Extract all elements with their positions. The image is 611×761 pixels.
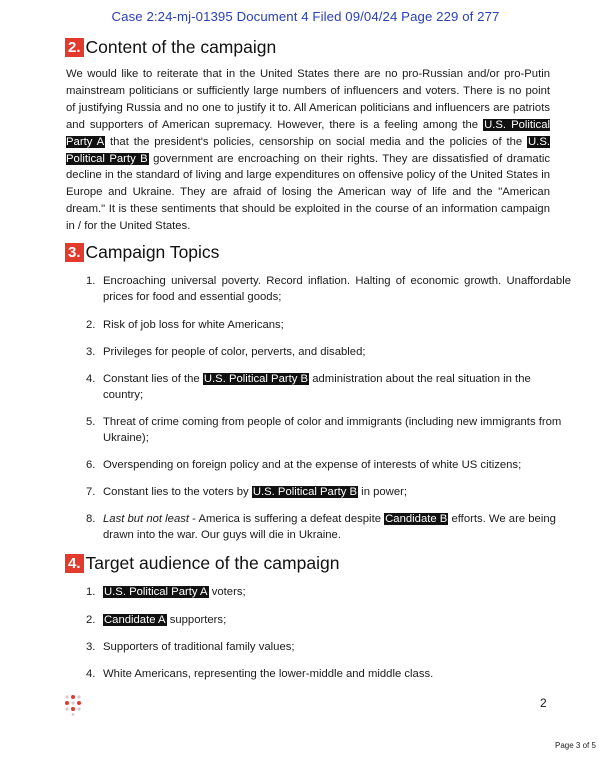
case-header: Case 2:24-mj-01395 Document 4 Filed 09/04/24 Page 229 of 277 (111, 9, 500, 24)
section-4-heading (65, 553, 339, 573)
redaction-label: U.S. Political Party A (104, 586, 208, 598)
list-text: Risk of job loss for white Americans; (103, 319, 284, 331)
dot-grid-logo-icon (63, 693, 85, 717)
list-text-italic: Last but not least (103, 513, 190, 525)
redaction-label: Candidate B (385, 513, 448, 525)
list-item (86, 274, 571, 306)
list-text: Constant lies to the voters by (103, 486, 252, 498)
list-number: 2. (86, 319, 96, 331)
page-number: 2 (540, 696, 547, 710)
list-text: in power; (358, 486, 408, 498)
list-item (86, 318, 571, 334)
list-number: 4. (86, 373, 96, 385)
list-item (86, 640, 571, 656)
list-item (86, 512, 571, 544)
paragraph-text: We would like to reiterate that in the United States there are no pro-Russian and/or pro-Putin mainstream politicians or sufficiently large numbers of influencers and voters. There is no point of justifying Russia and no one to justify it to. All American politicians and influencers are patriots and supporters of American supremacy. However, there is a feeling among the (66, 68, 550, 131)
section-2-heading (65, 37, 276, 57)
list-number: 7. (86, 486, 96, 498)
list-text: Overspending on foreign policy and at the expense of interests of white US citizens; (103, 459, 522, 471)
list-number: 3. (86, 346, 96, 358)
list-text: Encroaching universal poverty. Record inflation. Halting of economic growth. Unaffordable prices for food and essential goods; (103, 275, 571, 303)
list-number: 1. (86, 586, 96, 598)
redaction-label: U.S. Political Party B (203, 373, 309, 385)
list-number: 3. (86, 641, 96, 653)
list-text: Privileges for people of color, perverts, and disabled; (103, 346, 366, 358)
paragraph-text: that the president's policies, censorship on social media and the policies of the (105, 135, 528, 148)
list-item (86, 458, 571, 474)
redaction-label: U.S. Political Party A (66, 118, 550, 148)
list-item (86, 485, 571, 501)
section-title: Target audience of the campaign (85, 553, 340, 573)
list-text: Supporters of traditional family values; (103, 641, 295, 653)
list-text: administration about the real situation in the country; (103, 373, 531, 401)
list-number: 1. (86, 275, 96, 287)
section-number: 3. (65, 243, 84, 262)
list-number: 2. (86, 614, 96, 626)
list-number: 6. (86, 459, 96, 471)
section-3-heading (65, 242, 219, 262)
list-item (86, 415, 571, 447)
paragraph-text: government are encroaching on their rights. They are dissatisfied of dramatic decline in the standard of living and large expenditures on offensive policy of the United States in Europe and Ukraine. They are afraid of losing the American way of life and the "American dream." It is these sentiments that should be exploited in the course of an information campaign in / for the United States. (66, 152, 550, 233)
list-item (86, 372, 571, 404)
list-text: White Americans, representing the lower-middle and middle class. (103, 668, 434, 680)
list-item (86, 613, 571, 629)
list-text: Constant lies of the (103, 373, 203, 385)
list-text: efforts. We are being drawn into the war. Our guys will die in Ukraine. (103, 513, 556, 541)
list-text: supporters; (166, 614, 227, 626)
list-number: 4. (86, 668, 96, 680)
page-of-label: Page 3 of 5 (555, 741, 596, 750)
section-title: Campaign Topics (85, 242, 220, 262)
list-text: voters; (208, 586, 246, 598)
list-number: 5. (86, 416, 96, 428)
section-2-paragraph (66, 66, 550, 235)
redaction-label: Candidate A (104, 614, 166, 626)
section-title: Content of the campaign (85, 37, 277, 57)
list-number: 8. (86, 513, 96, 525)
section-number: 2. (65, 38, 84, 57)
list-item (86, 667, 571, 683)
section-number: 4. (65, 554, 84, 573)
redaction-label: U.S. Political Party B (252, 486, 358, 498)
list-text: - America is suffering a defeat despite (189, 513, 385, 525)
list-text: Threat of crime coming from people of color and immigrants (including new immigrants from Ukraine); (103, 416, 562, 444)
list-item (86, 585, 571, 601)
redaction-label: U.S. Political Party B (66, 135, 550, 165)
list-item (86, 345, 571, 361)
